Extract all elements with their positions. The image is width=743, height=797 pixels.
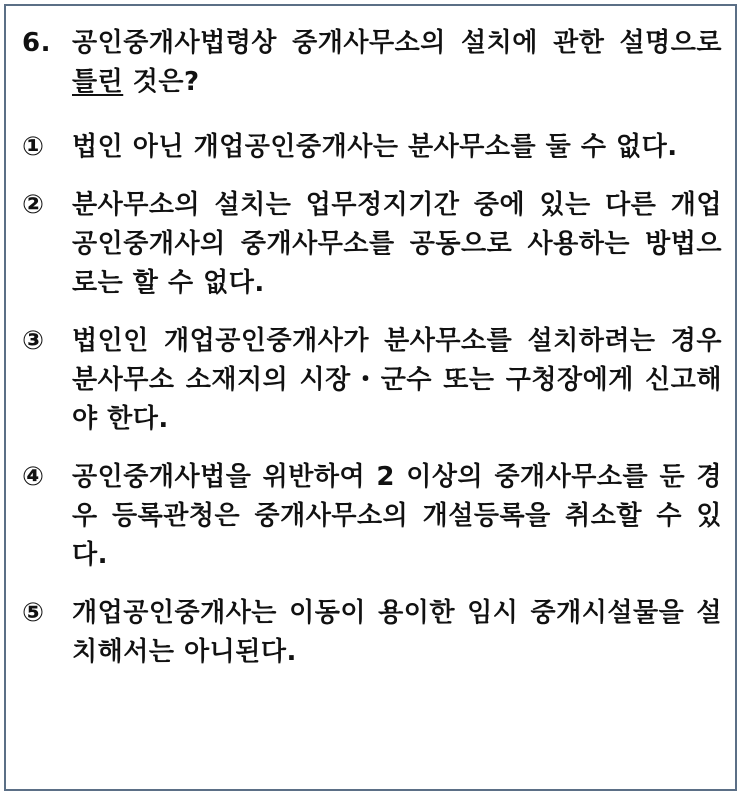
option-5[interactable] [22, 594, 722, 672]
option-5-marker: ⑤ [22, 598, 45, 628]
option-5-text: 개업공인중개사는 이동이 용이한 임시 중개시설물을 설치해서는 아니된다. [72, 598, 722, 667]
option-3-marker: ③ [22, 326, 45, 356]
option-1[interactable] [22, 128, 722, 167]
option-1-marker: ① [22, 132, 45, 162]
option-1-text: 법인 아닌 개업공인중개사는 분사무소를 둘 수 없다. [72, 132, 678, 162]
option-4-text: 공인중개사법을 위반하여 2 이상의 중개사무소를 둔 경우 등록관청은 중개사무소의 개설등록을 취소할 수 있다. [72, 462, 722, 570]
question-box [4, 4, 737, 791]
option-2[interactable] [22, 186, 722, 303]
option-4[interactable] [22, 458, 722, 575]
option-3-text: 법인인 개업공인중개사가 분사무소를 설치하려는 경우 분사무소 소재지의 시장・군수 또는 구청장에게 신고해야 한다. [72, 326, 722, 434]
answer-options [22, 128, 722, 691]
option-2-text: 분사무소의 설치는 업무정지기간 중에 있는 다른 개업 공인중개사의 중개사무소를 공동으로 사용하는 방법으로는 할 수 없다. [72, 190, 722, 298]
question-emphasis: 틀린 [72, 67, 124, 97]
option-2-marker: ② [22, 190, 45, 220]
option-4-marker: ④ [22, 462, 45, 492]
question-text-after: 것은? [123, 67, 200, 97]
question-text-before: 공인중개사법령상 중개사무소의 설치에 관한 설명으로 [72, 28, 722, 58]
option-3[interactable] [22, 322, 722, 439]
question-number: 6. [22, 28, 51, 58]
question-stem [22, 24, 722, 102]
question-text [72, 24, 722, 102]
